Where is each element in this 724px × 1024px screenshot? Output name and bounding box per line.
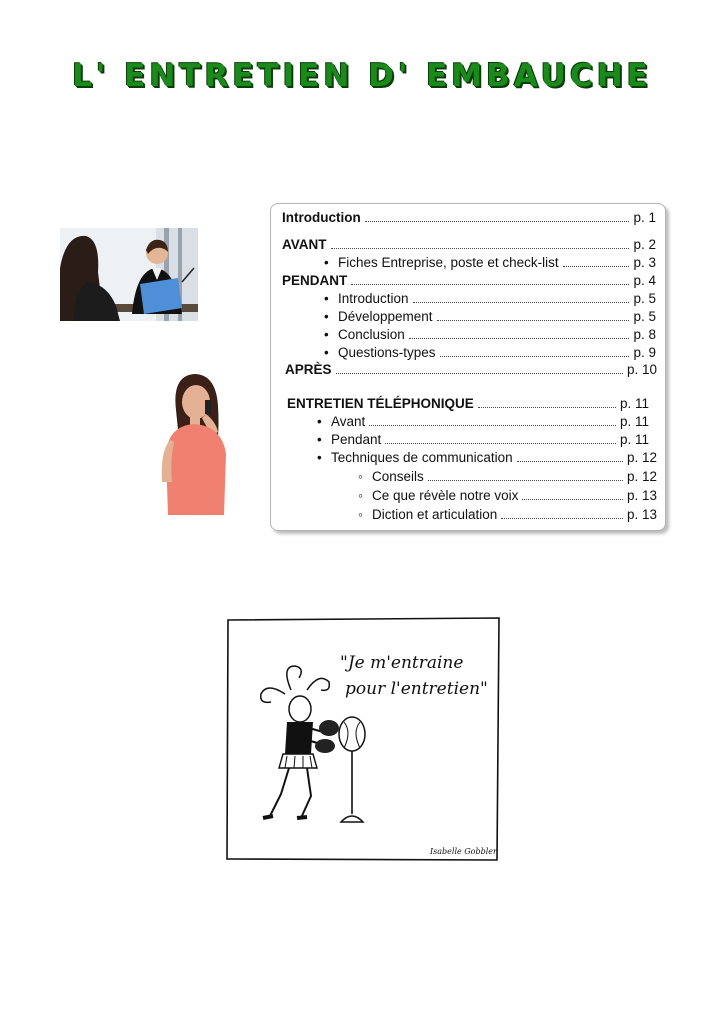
toc-entry-tel-avant: • Avant p. 11	[317, 414, 649, 429]
toc-entry-conclusion: • Conclusion p. 8	[324, 327, 656, 342]
toc-entry-developpement: • Développement p. 5	[324, 309, 656, 324]
cartoon-quote-line2: pour l'entretien"	[345, 679, 488, 699]
toc-entry-tel-pendant: • Pendant p. 11	[317, 432, 649, 447]
cartoon-signature: Isabelle Gobbler	[430, 847, 497, 856]
toc-entry-fiches: • Fiches Entreprise, poste et check-list p. 3	[324, 255, 656, 270]
boxing-cartoon	[225, 616, 501, 862]
toc-entry-questions-types: • Questions-types p. 9	[324, 345, 656, 360]
toc-entry-introduction: Introduction p. 1	[282, 210, 656, 225]
toc-entry-conseils: ◦ Conseils p. 12	[358, 469, 657, 484]
document-title: L' ENTRETIEN D' EMBAUCHE	[72, 58, 652, 94]
toc-entry-diction: ◦ Diction et articulation p. 13	[358, 507, 657, 522]
toc-entry-avant: AVANT p. 2	[282, 237, 656, 252]
table-of-contents	[270, 203, 666, 531]
cartoon-quote-line1: "Je m'entraine	[340, 653, 464, 673]
toc-entry-pendant-introduction: • Introduction p. 5	[324, 291, 656, 306]
phone-woman-photo	[158, 370, 234, 515]
toc-entry-pendant: PENDANT p. 4	[282, 273, 656, 288]
toc-entry-entretien-telephonique: ENTRETIEN TÉLÉPHONIQUE p. 11	[287, 396, 649, 411]
interview-photo	[60, 228, 198, 321]
toc-entry-apres: APRÈS p. 10	[285, 362, 657, 377]
toc-entry-techniques: • Techniques de communication p. 12	[317, 450, 657, 465]
toc-entry-voix: ◦ Ce que révèle notre voix p. 13	[358, 488, 657, 503]
